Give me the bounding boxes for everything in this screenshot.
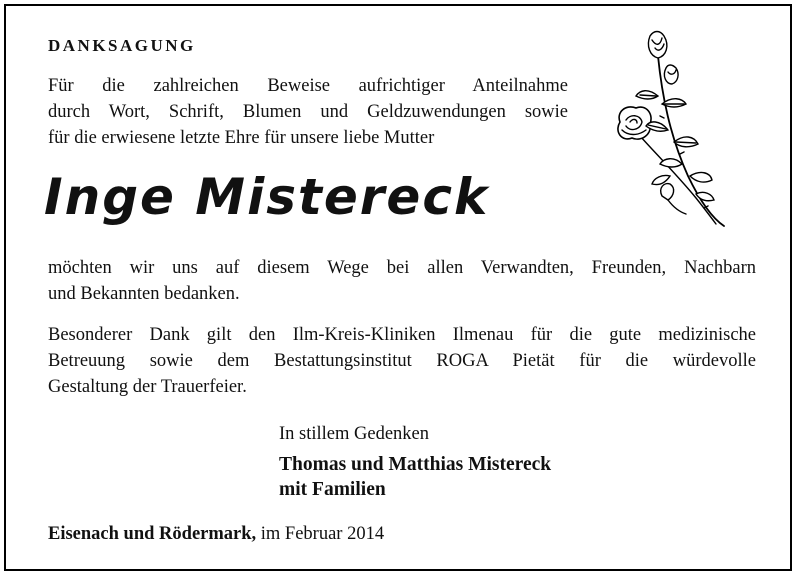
family-names: Thomas und Matthias Mistereck (279, 454, 552, 475)
intro-text (48, 73, 568, 151)
paragraph-line: Gestaltung der Trauerfeier. (48, 377, 247, 397)
intro-line: durch Wort, Schrift, Blumen und Geldzuwendungen sowie (48, 102, 568, 122)
special-thanks-paragraph (48, 322, 756, 400)
intro-line: für die erwiesene letzte Ehre für unsere liebe Mutter (48, 128, 435, 148)
date-text: im Februar 2014 (256, 524, 385, 544)
deceased-name: Inge Mistereck (44, 168, 490, 226)
memory-text: In stillem Gedenken (279, 424, 430, 444)
thanks-paragraph (48, 255, 756, 307)
paragraph-line: und Bekannten bedanken. (48, 284, 240, 304)
family-signature (279, 452, 551, 502)
intro-line: Für die zahlreichen Beweise aufrichtiger Anteilnahme (48, 76, 568, 96)
paragraph-line: Besonderer Dank gilt den Ilm-Kreis-Kliniken Ilmenau für die gute medizinische (48, 325, 756, 345)
place-date (48, 524, 384, 545)
rose-icon (600, 26, 740, 232)
notice-heading: DANKSAGUNG (48, 36, 196, 55)
place-name: Eisenach und Rödermark, (48, 524, 257, 544)
family-suffix: mit Familien (279, 479, 386, 500)
paragraph-line: Betreuung sowie dem Bestattungsinstitut ROGA Pietät für die würdevolle (48, 351, 756, 371)
paragraph-line: möchten wir uns auf diesem Wege bei allen Verwandten, Freunden, Nachbarn (48, 258, 756, 278)
